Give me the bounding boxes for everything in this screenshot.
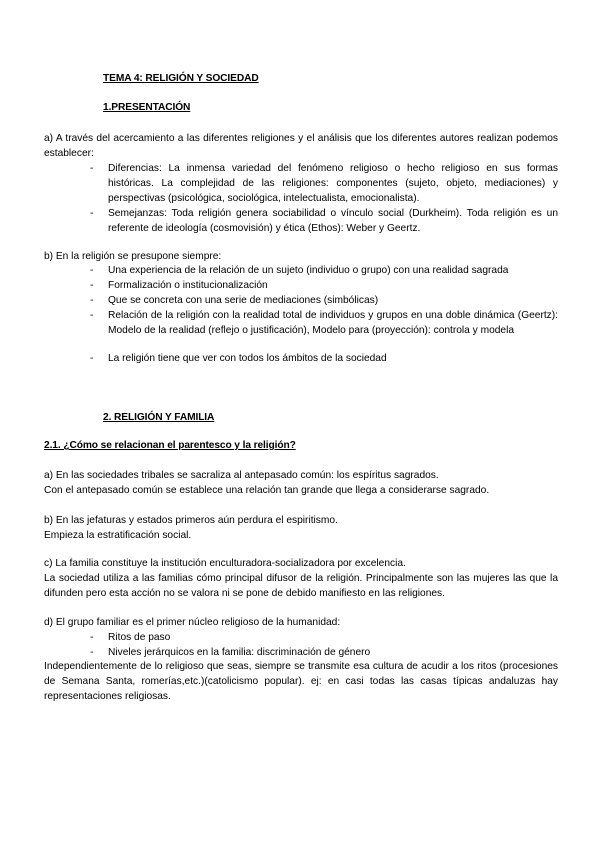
section-2-c-line1: c) La familia constituye la institución enculturadora-socializadora por excelencia. bbox=[44, 558, 406, 569]
section-2-d-intro: d) El grupo familiar es el primer núcleo religioso de la humanidad: bbox=[44, 617, 341, 628]
bullet-dash: - bbox=[90, 265, 94, 276]
bullet-dash: - bbox=[90, 353, 94, 364]
bullet-dash: - bbox=[90, 310, 94, 321]
list-item: Formalización o institucionalización bbox=[108, 280, 268, 291]
section-2-b-line1: b) En las jefaturas y estados primeros aún perdura el espiritismo. bbox=[44, 515, 338, 526]
list-item: La religión tiene que ver con todos los ámbitos de la sociedad bbox=[108, 353, 387, 364]
document-title: TEMA 4: RELIGIÓN Y SOCIEDAD bbox=[103, 73, 259, 84]
section-2-c-paragraph: La sociedad utiliza a las familias cómo principal difusor de la religión. Principalmente son las mujeres las que la difunden pero esta acción no se valora ni se pone de debido manifiesto en las religiones. bbox=[44, 573, 558, 599]
section-1-b-intro: b) En la religión se presupone siempre: bbox=[44, 251, 222, 262]
bullet-dash: - bbox=[90, 208, 94, 219]
list-item-semejanzas: Semejanzas: Toda religión genera sociabilidad o vínculo social (Durkheim). Toda religión es un referente de ideología (cosmovisión) y ética (Ethos): Weber y Geertz. bbox=[108, 208, 558, 235]
list-item: Una experiencia de la relación de un sujeto (individuo o grupo) con una realidad sagrada bbox=[108, 265, 509, 276]
section-1-a-intro: a) A través del acercamiento a las diferentes religiones y el análisis que los diferentes autores realizan podemos establecer: bbox=[44, 133, 558, 159]
bullet-dash: - bbox=[90, 163, 94, 174]
bullet-dash: - bbox=[90, 280, 94, 291]
section-2-1-heading: 2.1. ¿Cómo se relacionan el parentesco y la religión? bbox=[44, 440, 296, 451]
section-2-heading: 2. RELIGIÓN Y FAMILIA bbox=[103, 412, 215, 423]
list-item: Niveles jerárquicos en la familia: discriminación de género bbox=[108, 647, 371, 658]
bullet-dash: - bbox=[90, 295, 94, 306]
bullet-dash: - bbox=[90, 632, 94, 643]
section-2-a-line1: a) En las sociedades tribales se sacraliza al antepasado común: los espíritus sagrados. bbox=[44, 470, 439, 481]
list-item: Relación de la religión con la realidad total de individuos y grupos en una doble dinámica (Geertz): Modelo de la realidad (reflejo o justificación), Modelo para (proyección): controla y modela bbox=[108, 310, 558, 337]
section-2-d-paragraph: Independientemente de lo religioso que seas, siempre se transmite esa cultura de acudir a los ritos (procesiones de Semana Santa, romerías,etc.)(catolicismo popular). ej: en casi todas las casas típicas andaluzas hay representaciones religiosas. bbox=[44, 661, 558, 702]
list-item: Que se concreta con una serie de mediaciones (simbólicas) bbox=[108, 295, 379, 306]
section-2-b-line2: Empieza la estratificación social. bbox=[44, 530, 192, 541]
section-2-a-line2: Con el antepasado común se establece una relación tan grande que llega a considerarse sagrado. bbox=[44, 485, 490, 496]
list-item: Ritos de paso bbox=[108, 632, 171, 643]
bullet-dash: - bbox=[90, 647, 94, 658]
list-item-diferencias: Diferencias: La inmensa variedad del fenómeno religioso o hecho religioso en sus formas históricas. La complejidad de las religiones: componentes (sujeto, objeto, mediaciones) y perspectivas (psicológica, sociológica, intelectualista, emocionalista). bbox=[108, 163, 558, 205]
section-1-heading: 1.PRESENTACIÓN bbox=[103, 102, 191, 113]
